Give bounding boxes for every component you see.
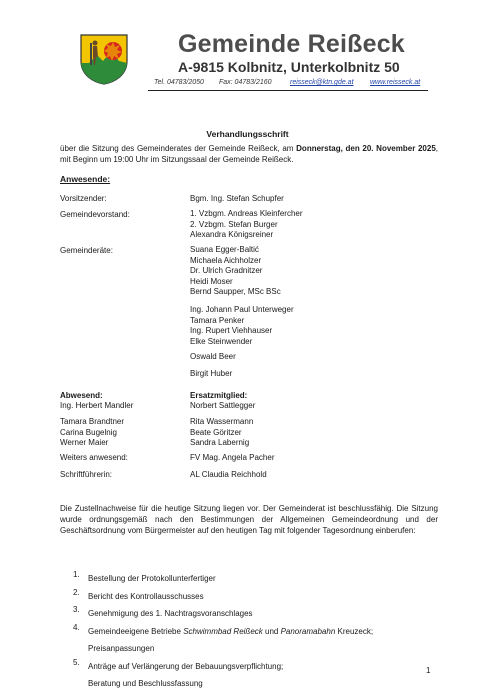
also-present-label: Weiters anwesend: bbox=[60, 453, 128, 462]
header-divider bbox=[148, 90, 428, 91]
agenda-item bbox=[73, 588, 373, 606]
council-members-group-2 bbox=[190, 305, 294, 347]
clerk-label: Schriftführerin: bbox=[60, 470, 113, 479]
council-members-group-1 bbox=[190, 245, 281, 298]
agenda-item bbox=[73, 605, 373, 623]
agenda-number: 1. bbox=[73, 570, 80, 579]
list-item: Heidi Moser bbox=[190, 276, 233, 286]
substitute-member: Sandra Labernig bbox=[190, 438, 250, 448]
list-item: Alexandra Königsreiner bbox=[190, 230, 274, 240]
list-item: Ing. Rupert Viehhauser bbox=[190, 326, 273, 336]
convening-paragraph: Die Zustellnachweise für die heutige Sitzung liegen vor. Der Gemeinderat ist beschlussfähig. Die Sitzung wurde ordnungsgemäß nach den Bestimmungen der Allgemeinen Gemeindeordnung und der Geschäftsordnung vom Bürgermeister auf den heutigen Tag mit folgender Tagesordnung einberufen: bbox=[60, 504, 438, 535]
list-item: 1. Vzbgm. Andreas Kleinfercher bbox=[190, 209, 303, 218]
attendees-heading: Anwesende: bbox=[60, 174, 111, 184]
agenda-number: 4. bbox=[73, 622, 80, 632]
agenda-text: Bericht des Kontrollausschusses bbox=[88, 591, 204, 601]
council-member: Birgit Huber bbox=[190, 369, 233, 378]
list-item: 2. Vzbgm. Stefan Burger bbox=[190, 219, 278, 229]
list-item: Michaela Aichholzer bbox=[190, 255, 262, 265]
agenda-item bbox=[73, 570, 373, 588]
municipality-name: Gemeinde Reißeck bbox=[178, 30, 405, 58]
list-item: Dr. Ulrich Gradnitzer bbox=[190, 266, 263, 276]
agenda-text: Genehmigung des 1. Nachtragsvoranschlages bbox=[88, 609, 253, 618]
board-members bbox=[190, 209, 303, 241]
fax-number: Fax: 04783/2160 bbox=[219, 79, 272, 86]
agenda-number: 3. bbox=[73, 605, 80, 614]
absent-heading: Abwesend: bbox=[60, 391, 103, 400]
intro-paragraph: über die Sitzung des Gemeinderates der Gemeinde Reißeck, am Donnerstag, den 20. November 2025, mit Beginn um 19:00 Uhr im Sitzungssaal der Gemeinde Reißeck. bbox=[60, 144, 439, 164]
meeting-date: Donnerstag, den 20. November 2025 bbox=[296, 144, 436, 153]
agenda-text-continued: Preisanpassungen bbox=[88, 644, 155, 653]
website-link[interactable]: www.reisseck.at bbox=[370, 79, 421, 86]
also-present-name: FV Mag. Angela Pacher bbox=[190, 453, 275, 462]
agenda-item bbox=[73, 623, 373, 658]
agenda-item bbox=[73, 658, 373, 693]
absent-member: Werner Maier bbox=[60, 438, 109, 448]
list-item: Tamara Penker bbox=[190, 315, 245, 325]
document-title: Verhandlungsschrift bbox=[206, 129, 289, 139]
substitute-member: Norbert Sattlegger bbox=[190, 401, 256, 410]
agenda-number: 2. bbox=[73, 587, 80, 597]
list-item: Elke Steinwender bbox=[190, 336, 253, 346]
board-label: Gemeindevorstand: bbox=[60, 210, 130, 219]
substitute-heading: Ersatzmitglied: bbox=[190, 391, 248, 400]
substitute-member: Beate Göritzer bbox=[190, 427, 242, 437]
chair-name: Bgm. Ing. Stefan Schupfer bbox=[190, 194, 284, 203]
agenda-number: 5. bbox=[73, 657, 80, 667]
list-item: Ing. Johann Paul Unterweger bbox=[190, 305, 294, 314]
agenda-text: Gemeindeeigene Betriebe Schwimmbad Reißeck und Panoramabahn Kreuzeck; bbox=[88, 626, 374, 636]
agenda-text: Anträge auf Verlängerung der Bebauungsverpflichtung; bbox=[88, 661, 284, 671]
absent-member: Carina Bugelnig bbox=[60, 427, 117, 437]
email-link[interactable]: reisseck@ktn.gde.at bbox=[290, 79, 354, 86]
list-item: Bernd Saupper, MSc BSc bbox=[190, 287, 281, 297]
chair-label: Vorsitzender: bbox=[60, 194, 107, 203]
absent-members bbox=[60, 417, 124, 449]
agenda-text-continued: Beratung und Beschlussfassung bbox=[88, 679, 203, 688]
municipality-address: A-9815 Kolbnitz, Unterkolbnitz 50 bbox=[178, 59, 400, 75]
list-item: Suana Egger-Baltić bbox=[190, 245, 259, 254]
absent-member: Tamara Brandtner bbox=[60, 417, 125, 426]
agenda-list bbox=[73, 570, 373, 693]
council-member: Oswald Beer bbox=[190, 352, 236, 361]
absent-member: Ing. Herbert Mandler bbox=[60, 401, 134, 410]
phone-number: Tel. 04783/2050 bbox=[154, 79, 204, 86]
clerk-name: AL Claudia Reichhold bbox=[190, 470, 267, 479]
page-number: 1 bbox=[426, 666, 431, 675]
council-label: Gemeinderäte: bbox=[60, 246, 113, 255]
substitute-members bbox=[190, 417, 253, 449]
agenda-text: Bestellung der Protokollunterfertiger bbox=[88, 574, 216, 583]
substitute-member: Rita Wassermann bbox=[190, 417, 254, 426]
coat-of-arms-logo bbox=[79, 33, 129, 85]
